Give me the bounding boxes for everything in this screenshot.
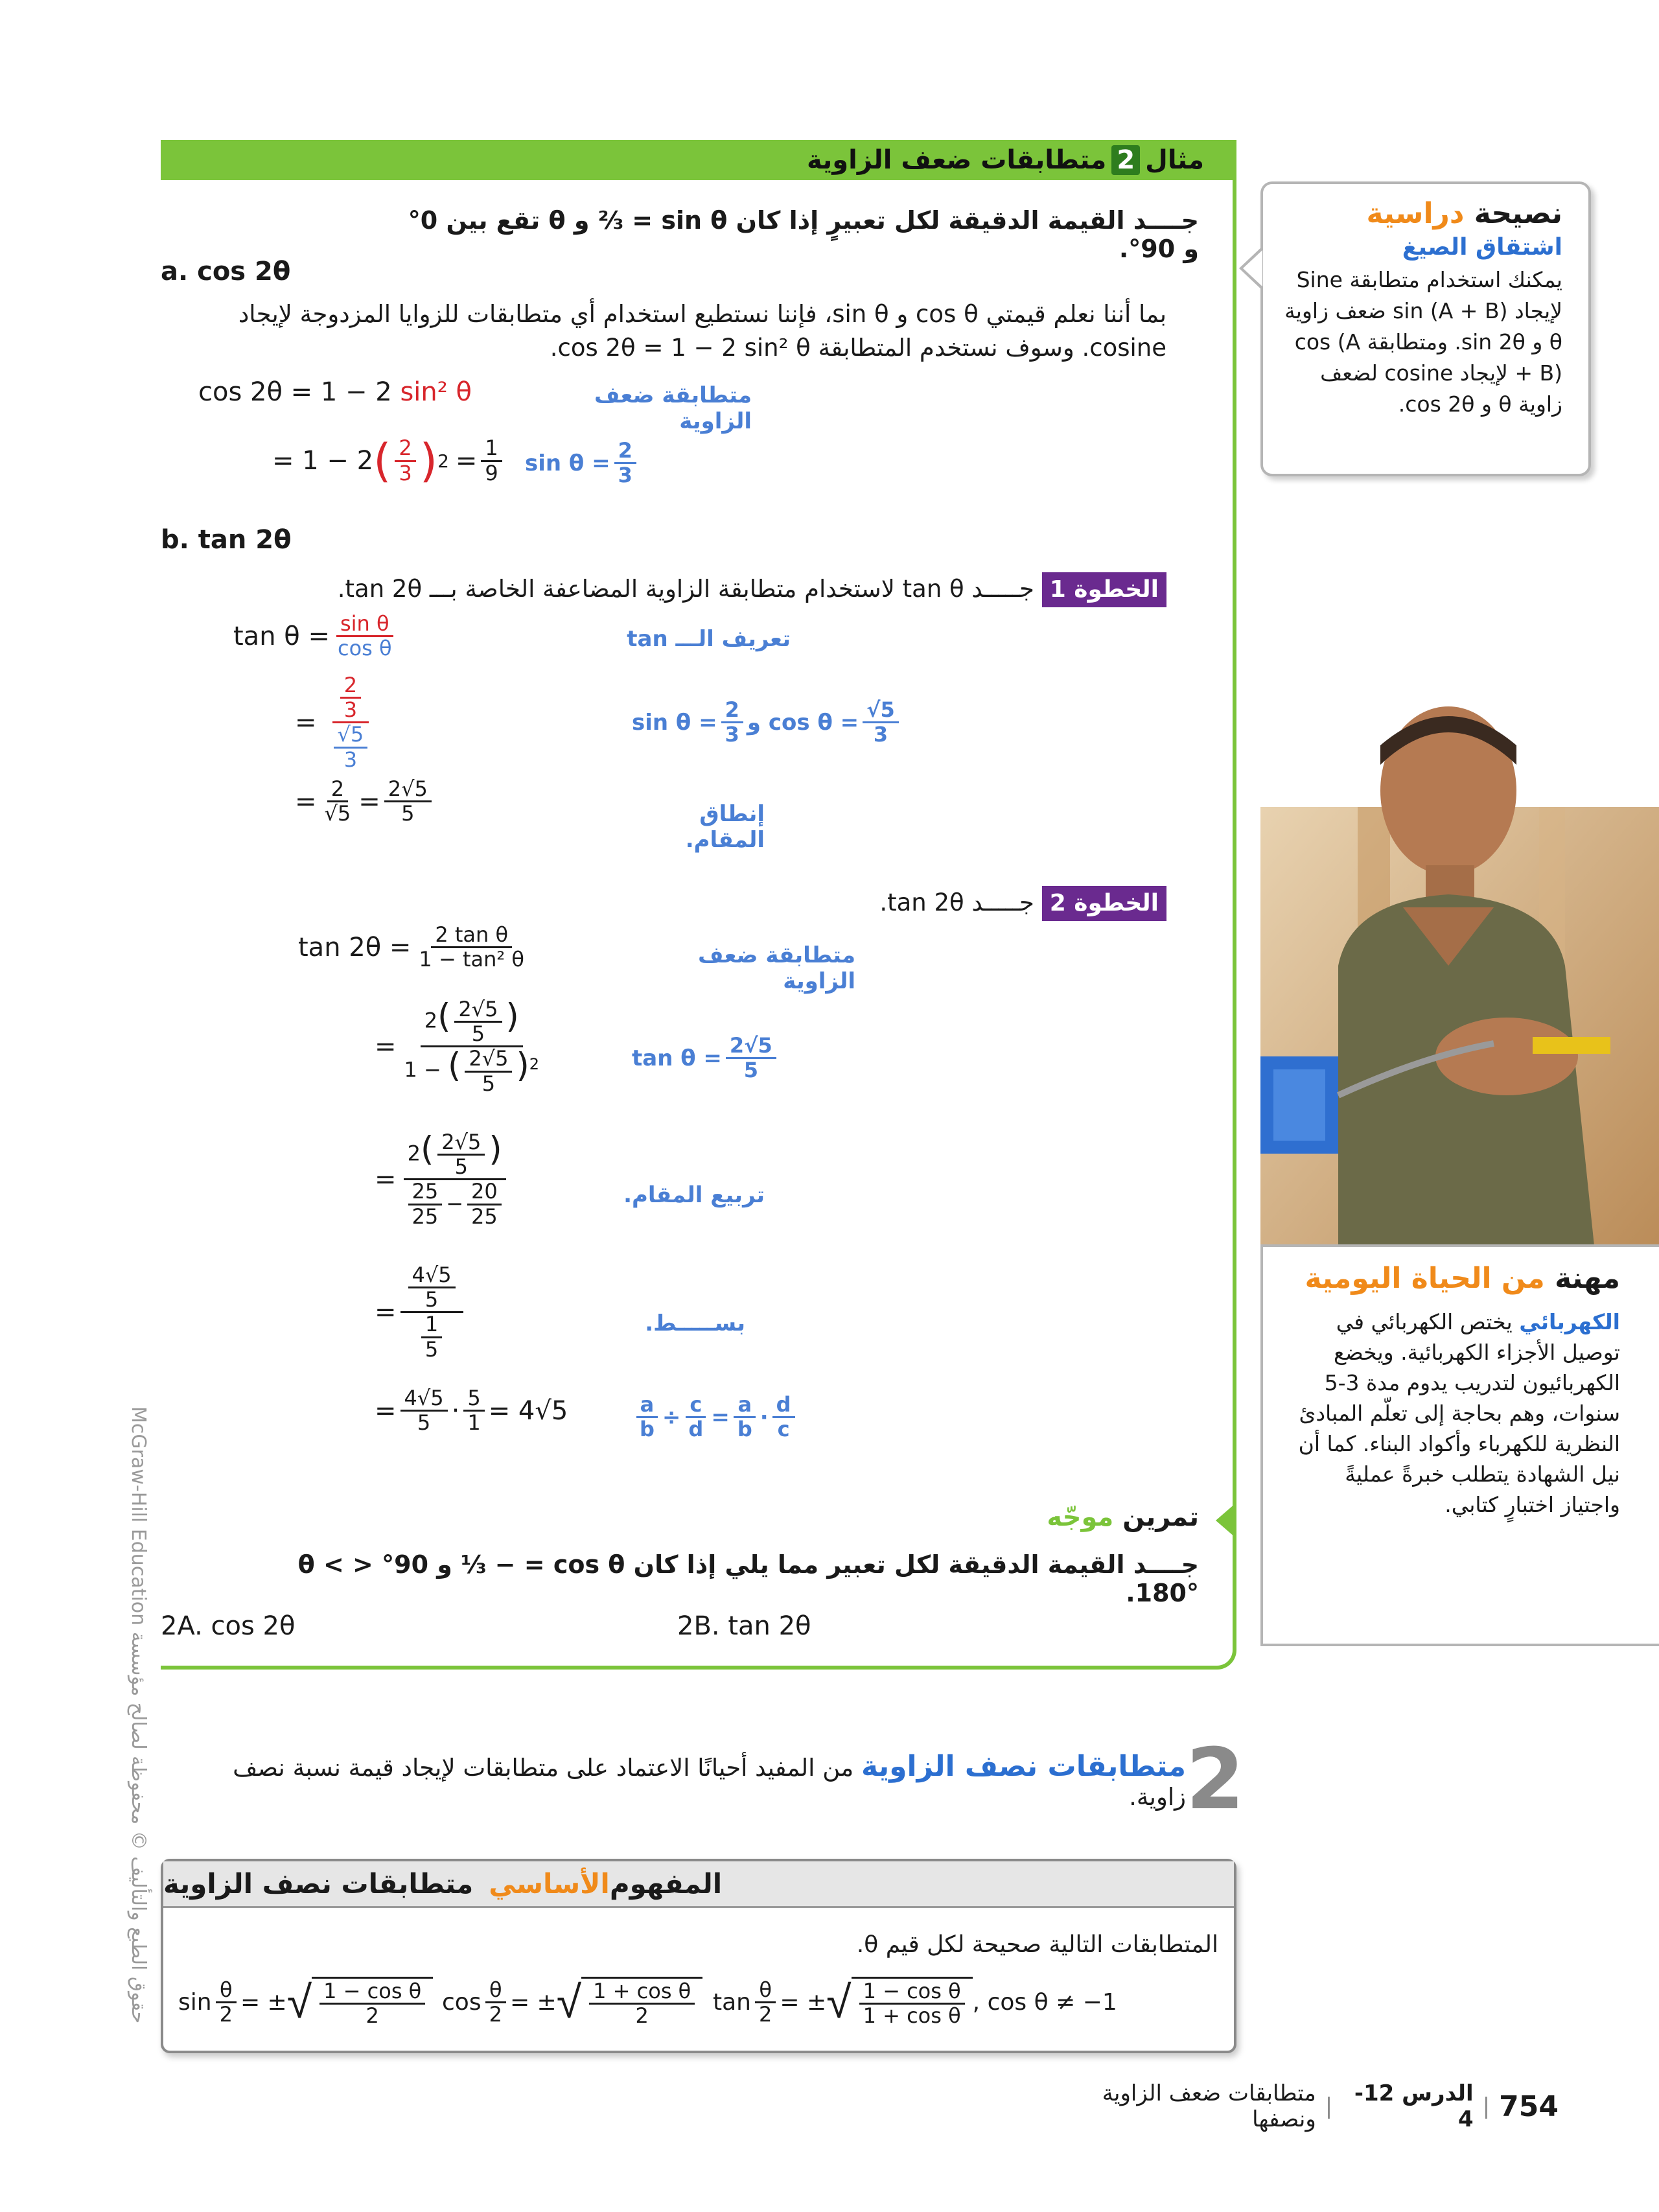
a-step2: = 1 − 2 ( $\frac{2}{3}$ ) 2 = $\frac{1}{9}$	[272, 434, 506, 487]
key-concept-header	[163, 1861, 1234, 1908]
b1-reason1: تعريف الـــ tan	[627, 626, 791, 652]
a-step1-text: cos 2θ = 1 − 2	[198, 377, 392, 407]
guided-practice-label	[940, 1502, 1199, 1532]
b2-eq4: = $\frac{\frac{4√5}{5}}{\frac{1}{5}}$	[375, 1264, 467, 1361]
b2-lhs: tan 2θ =	[298, 932, 412, 962]
b1-num: sin θ	[336, 612, 393, 637]
b2-eq2: = 2( $\frac{2√5}{5}$ ) 1 − ( $\frac{2√5}{5}$ )$^2$	[375, 997, 540, 1096]
part-a-text1: بما أننا نعلم قيمتي cos θ و sin θ، فإننا نستطيع استخدام أي متطابقات للزوايا المزدوجة لإيجاد	[238, 300, 1166, 328]
b2-reason1: متطابقة ضعف الزاوية	[697, 942, 855, 994]
a-reason2-text: sin θ =	[525, 450, 610, 476]
kc-sin-lhs: sin	[178, 1988, 212, 2016]
example-question: جــــد القيمة الدقيقة لكل تعبيرٍ إذا كان sin θ = ⅔ و θ تقع بين 0° و 90°.	[408, 206, 1199, 263]
b1-eq3: = $\frac{2}{√5}$ = $\frac{2√5}{5}$	[295, 778, 435, 825]
step1-line	[324, 572, 1166, 607]
a-step1-red: sin² θ	[400, 377, 472, 407]
tip-subtitle: اشتقاق الصيغ	[1402, 234, 1562, 261]
step2-line	[583, 885, 1166, 921]
section2-line	[168, 1750, 1186, 1811]
kc-tan-num: 1 − cos θ	[859, 1980, 965, 2005]
example-label: مثال	[1145, 145, 1204, 175]
kc-tan-lhs: tan	[713, 1988, 751, 2016]
a-step2-pre: = 1 − 2	[272, 446, 374, 476]
a-step1	[198, 377, 472, 407]
study-tip-title	[1276, 197, 1562, 230]
career-title	[1289, 1260, 1620, 1298]
copyright-sidebar	[126, 1406, 152, 2119]
career-term: الكهربائي	[1519, 1309, 1620, 1334]
kc-tan-formula: tan $\frac{\theta}{2}$ = ± √ $\frac{\text{1 − cos θ}}{\text{1 + cos θ}}$ , cos θ ≠ −1	[713, 1975, 1117, 2029]
guided-label: تمرين	[1122, 1502, 1199, 1532]
step1-text: جـــــد tan θ لاستخدام متطابقة الزاوية المضاعفة الخاصة بـــ tan 2θ.	[337, 575, 1034, 603]
guided-marker	[1216, 1504, 1235, 1537]
footer: متطابقات ضعف الزاوية ونصفها | الدرس 12-4 | 754	[1037, 2080, 1559, 2132]
tip-title-orange: دراسية	[1366, 197, 1465, 230]
step2-badge: الخطوة 2	[1042, 886, 1166, 921]
tip-text: يمكنك استخدام متطابقة Sine لإيجاد sin (A + B) ضعف زاوية θ و sin 2θ. ومتطابقة cos (A + B) لإيجاد cosine لضعف زاوية θ و cos 2θ.	[1284, 267, 1562, 417]
b2-num: 2 tan θ	[431, 924, 512, 948]
example-title: متطابقات ضعف الزاوية	[807, 145, 1107, 175]
page-number: 754	[1499, 2090, 1559, 2123]
kc-tan-cond: cos θ ≠ −1	[987, 1988, 1117, 2016]
b2-eq3: = 2( $\frac{2√5}{5}$ ) $\frac{25}{25}$ − $\frac{20}{25}$	[375, 1131, 513, 1228]
kc-label-orange: الأساسي	[489, 1868, 610, 1900]
step2-text: جـــــد tan 2θ.	[879, 889, 1034, 916]
exercise-2a: 2A. cos 2θ	[161, 1611, 296, 1641]
kc-sin-formula: sin $\frac{\theta}{2}$ = ± √ $\frac{\text{1 − cos θ}}{2}$	[178, 1977, 433, 2027]
kc-cos-formula: cos $\frac{\theta}{2}$ = ± √ $\frac{\text{1 + cos θ}}{2}$	[442, 1977, 702, 2027]
kc-intro: المتطابقات التالية صحيحة لكل قيم θ.	[856, 1931, 1218, 1958]
part-a-text2: cosine. وسوف نستخدم المتطابقة cos 2θ = 1 − 2 sin² θ.	[550, 334, 1166, 362]
guided-question: جــــد القيمة الدقيقة لكل تعبير مما يلي إذا كان cos θ = − ⅓ و 90° < θ < 180°.	[297, 1550, 1199, 1607]
section-number: 2	[1186, 1730, 1245, 1828]
part-a-label: a. cos 2θ	[161, 257, 291, 286]
b2-den: 1 − tan² θ	[419, 947, 524, 972]
b1-reason3: إنطاق المقام.	[685, 801, 765, 853]
kc-cos-rad: 1 + cos θ	[589, 1980, 695, 2005]
a-reason1: متطابقة ضعف الزاوية	[594, 382, 752, 434]
example-number: 2	[1111, 145, 1140, 175]
example-header	[161, 140, 1236, 180]
section2-title: متطابقات نصف الزاوية	[861, 1750, 1186, 1783]
career-text: يختص الكهربائي في توصيل الأجزاء الكهربائية. ويخضع الكهربائيون لتدريب يدوم مدة 3-5 سنوات، وهم بحاجة إلى تعلّم المبادئ النظرية للكهرباء وأكواد البناء. كما أن نيل الشهادة يتطلب خبرةً عمليةً واجتياز اختبارٍ كتابي.	[1298, 1309, 1620, 1517]
b1-reason2-and: و cos θ =	[747, 709, 859, 736]
kc-tan-den: 1 + cos θ	[863, 2003, 961, 2029]
b2-reason3: تربيع المقام.	[623, 1182, 765, 1208]
b1-reason2: sin θ = $\frac{2}{3}$ و cos θ = $\frac{√5}{3}$	[632, 699, 903, 746]
tip-title-black: نصيحة	[1474, 197, 1562, 230]
b2-final: = 4√5	[488, 1395, 568, 1426]
career-box	[1260, 1244, 1659, 1646]
b2-reason4: بســـــط.	[645, 1310, 745, 1336]
b1-eq2: = $\frac{\frac{2}{3}}{\frac{√5}{3}}$	[295, 674, 379, 771]
part-b-label: b. tan 2θ	[161, 525, 292, 555]
kc-title: متطابقات نصف الزاوية	[163, 1868, 474, 1900]
b1-lhs: tan θ =	[233, 621, 330, 651]
footer-lesson-title: متطابقات ضعف الزاوية ونصفها	[1102, 2080, 1316, 2132]
copyright-text: حقوق الطبع والتأليف © محفوظة لصالح مؤسسة McGraw-Hill Education	[127, 1406, 150, 2024]
b2-eq1	[298, 924, 532, 971]
b2-reason2-text: tan θ =	[632, 1045, 722, 1071]
b1-reason2-text: sin θ =	[632, 709, 717, 736]
career-title-black: مهنة	[1555, 1262, 1620, 1295]
b2-reason2: tan θ = $\frac{2√5}{5}$	[632, 1034, 780, 1082]
career-text-block	[1289, 1307, 1620, 1520]
step1-badge: الخطوة 1	[1042, 572, 1166, 607]
section2-text: من المفيد أحيانًا الاعتماد على متطابقات لإيجاد قيمة نسبة نصف زاوية.	[233, 1754, 1186, 1811]
footer-lesson: الدرس 12-4	[1354, 2080, 1474, 2132]
kc-sin-rad: 1 − cos θ	[319, 1980, 425, 2005]
b1-den: cos θ	[337, 636, 392, 661]
study-tip-box	[1260, 181, 1591, 476]
b2-reason5: $\frac{a}{b}$ ÷ $\frac{c}{d}$ = $\frac{a}{b}$ · $\frac{d}{c}$	[632, 1393, 799, 1441]
electrician-photo	[1260, 693, 1659, 1277]
kc-label-black: المفهوم	[609, 1868, 723, 1900]
guided-label2: موجّه	[1047, 1502, 1114, 1532]
b2-eq5: = $\frac{4√5}{5}$ · $\frac{5}{1}$ = 4√5	[375, 1386, 568, 1436]
kc-cos-lhs: cos	[442, 1988, 481, 2016]
tip-pointer-inner	[1243, 250, 1262, 286]
b1-eq1	[233, 612, 400, 660]
exercise-2b: 2B. tan 2θ	[677, 1611, 811, 1641]
a-step2-post: =	[455, 446, 478, 476]
career-title-orange: من الحياة اليومية	[1305, 1262, 1545, 1295]
a-reason2: sin θ = $\frac{2}{3}$	[525, 439, 640, 487]
